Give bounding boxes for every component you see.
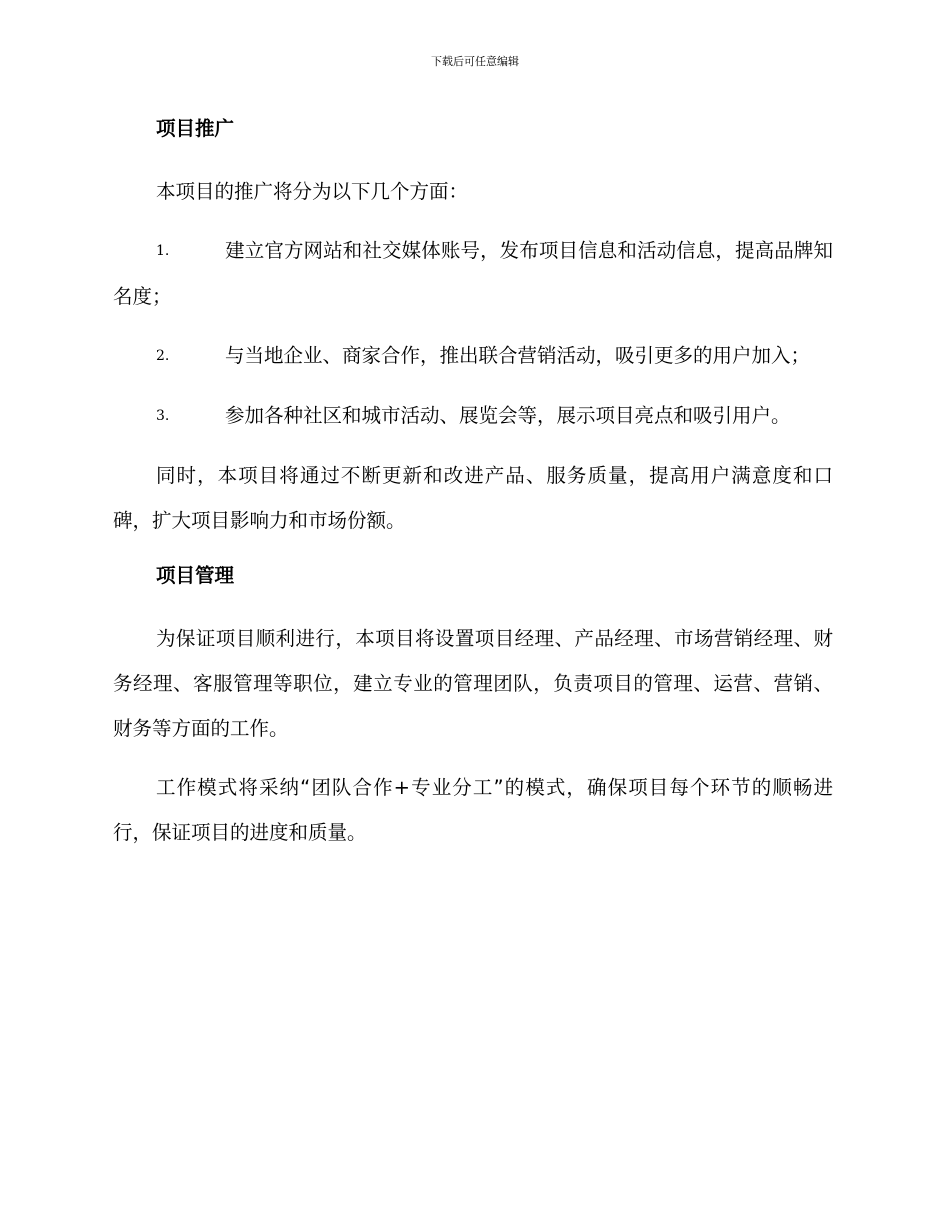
list-item-text: 建立官方网站和社交媒体账号，发布项目信息和活动信息，提高品牌知名度； — [113, 239, 833, 308]
page-header: 下载后可任意编辑 — [431, 55, 519, 68]
list-number: 3. — [156, 408, 170, 424]
list-item-text: 与当地企业、商家合作，推出联合营销活动，吸引更多的用户加入； — [225, 344, 811, 367]
promotion-closing: 同时，本项目将通过不断更新和改进产品、服务质量，提高用户满意度和口碑，扩大项目影响力和市场份额。 — [113, 464, 833, 532]
promotion-item-3 — [113, 393, 833, 439]
document-body — [113, 110, 833, 855]
list-item-text: 参加各种社区和城市活动、展览会等，展示项目亮点和吸引用户。 — [225, 404, 791, 427]
list-number: 1. — [156, 243, 170, 259]
promotion-item-1 — [113, 228, 833, 319]
promotion-item-2 — [113, 333, 833, 379]
list-number: 2. — [156, 348, 170, 364]
management-paragraph-1: 为保证项目顺利进行，本项目将设置项目经理、产品经理、市场营销经理、财务经理、客服管理等职位，建立专业的管理团队，负责项目的管理、运营、营销、财务等方面的工作。 — [113, 627, 833, 740]
section-title-management: 项目管理 — [156, 564, 235, 587]
section-title-promotion: 项目推广 — [156, 117, 235, 140]
management-paragraph-2: 工作模式将采纳“团队合作+专业分工”的模式，确保项目每个环节的顺畅进行，保证项目的进度和质量。 — [113, 776, 833, 844]
promotion-intro: 本项目的推广将分为以下几个方面： — [156, 180, 469, 203]
